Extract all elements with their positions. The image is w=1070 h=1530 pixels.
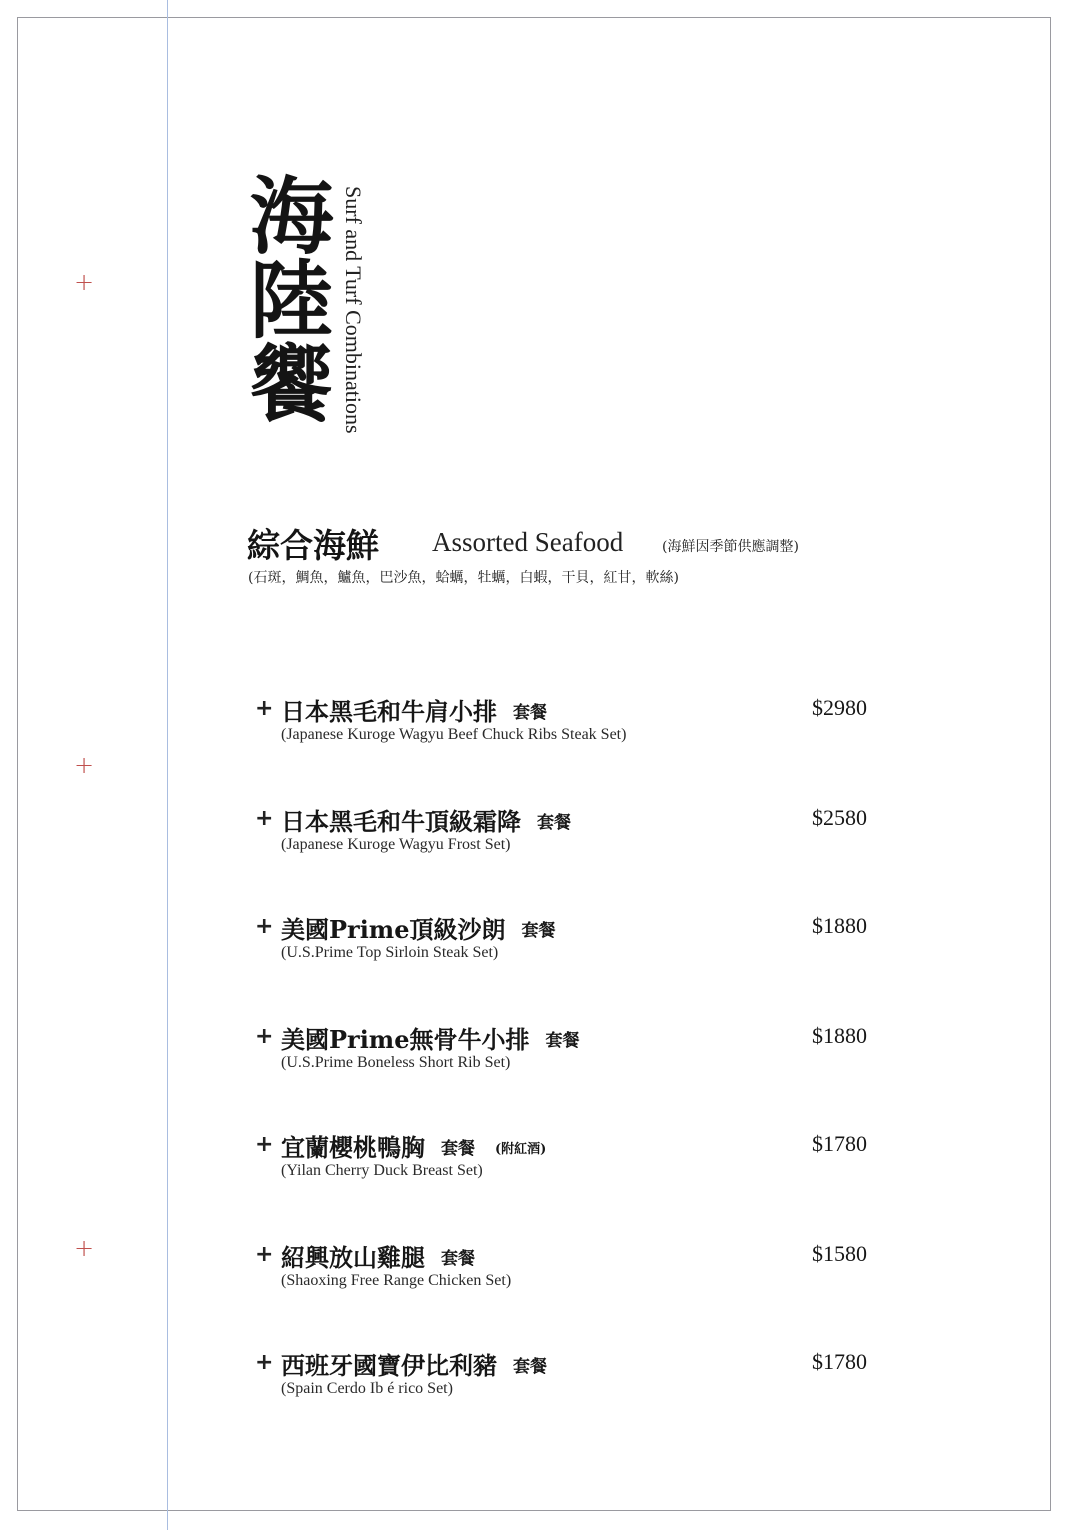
menu-item-name: 日本黑毛和牛肩小排 套餐 xyxy=(281,697,547,726)
menu-item-description: (Japanese Kuroge Wagyu Beef Chuck Ribs Steak Set) xyxy=(281,726,627,743)
menu-item-description: (U.S.Prime Top Sirloin Steak Set) xyxy=(281,944,499,961)
menu-item xyxy=(255,1020,875,1080)
menu-item xyxy=(255,692,875,752)
page-title-chinese: 海陸饗 xyxy=(236,172,335,424)
set-label: 套餐 xyxy=(513,703,547,723)
menu-item-name: 美國Prime無骨牛小排 套餐 xyxy=(281,1025,580,1054)
menu-item-price: $1580 xyxy=(812,1241,867,1266)
menu-item-price: $1880 xyxy=(812,913,867,938)
menu-item xyxy=(255,1128,875,1188)
set-label: 套餐 xyxy=(441,1139,475,1159)
menu-item-description: (Japanese Kuroge Wagyu Frost Set) xyxy=(281,836,511,853)
section-title-english: Assorted Seafood xyxy=(432,527,624,557)
menu-item xyxy=(255,910,875,970)
menu-item-name: 西班牙國寶伊比利豬 套餐 xyxy=(281,1351,547,1380)
bullet-plus: + xyxy=(255,914,274,939)
set-label: 套餐 xyxy=(513,1357,547,1377)
registration-mark-icon: + xyxy=(74,268,95,296)
section-note: (海鮮因季節供應調整) xyxy=(662,539,799,555)
margin-guide-line xyxy=(167,0,168,1530)
bullet-plus: + xyxy=(255,1132,274,1157)
menu-item-description: (Shaoxing Free Range Chicken Set) xyxy=(281,1272,512,1289)
bullet-plus: + xyxy=(255,1350,274,1375)
set-label: 套餐 xyxy=(545,1031,580,1051)
set-label: 套餐 xyxy=(521,921,556,941)
menu-item-name: 美國Prime頂級沙朗 套餐 xyxy=(281,915,556,944)
menu-item-name: 日本黑毛和牛頂級霜降 套餐 xyxy=(281,807,571,836)
bullet-plus: + xyxy=(255,1242,274,1267)
menu-item-price: $2580 xyxy=(812,805,867,830)
menu-item-description: (Yilan Cherry Duck Breast Set) xyxy=(281,1162,483,1179)
menu-item-name: 宜蘭櫻桃鴨胸 套餐 (附紅酒) xyxy=(281,1133,547,1162)
section-title-chinese: 綜合海鮮 xyxy=(247,526,379,565)
set-label: 套餐 xyxy=(441,1249,475,1269)
menu-item-description: (Spain Cerdo Ib é rico Set) xyxy=(281,1380,453,1397)
menu-item xyxy=(255,1346,875,1406)
menu-item xyxy=(255,802,875,862)
bullet-plus: + xyxy=(255,806,274,831)
registration-mark-icon: + xyxy=(74,1234,95,1262)
menu-item-price: $2980 xyxy=(812,695,867,720)
menu-item-price: $1880 xyxy=(812,1023,867,1048)
extra-note: (附紅酒) xyxy=(495,1142,547,1157)
bullet-plus: + xyxy=(255,696,274,721)
menu-item-name: 紹興放山雞腿 套餐 xyxy=(281,1243,475,1272)
registration-mark-icon: + xyxy=(74,751,95,779)
page-title-english: Surf and Turf Combinations xyxy=(341,186,366,434)
bullet-plus: + xyxy=(255,1024,274,1049)
seafood-list: (石斑，鯛魚，鱸魚，巴沙魚，蛤蠣，牡蠣，白蝦，干貝，紅甘，軟絲) xyxy=(248,570,679,586)
menu-item-price: $1780 xyxy=(812,1349,867,1374)
menu-item-price: $1780 xyxy=(812,1131,867,1156)
menu-item-description: (U.S.Prime Boneless Short Rib Set) xyxy=(281,1054,511,1071)
menu-item xyxy=(255,1238,875,1298)
set-label: 套餐 xyxy=(537,813,571,833)
